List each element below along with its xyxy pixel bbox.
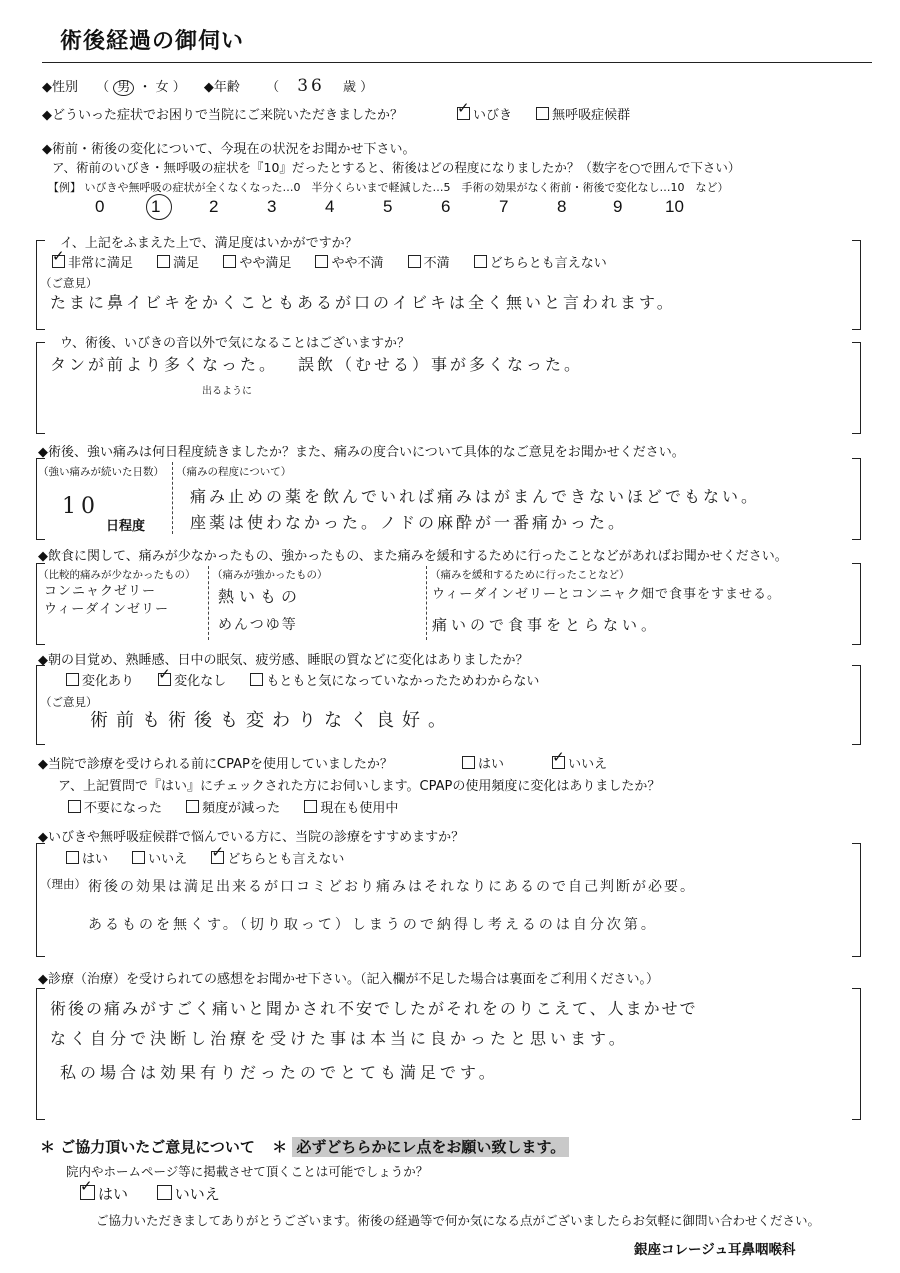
sex-separator: ・ (138, 80, 152, 95)
recommend-reason-line1[interactable]: 術後の効果は満足出来るが口コミどおり痛みはそれなりにあるので自己判断が必要。 (88, 879, 696, 895)
consent-highlight: 必ずどちらかにレ点をお願い致します。 (292, 1137, 569, 1157)
consent-question: 院内やホームページ等に掲載させて頂くことは可能でしょうか？ (66, 1164, 429, 1179)
checkbox-icon (408, 255, 421, 268)
bracket-right (852, 988, 861, 1120)
food-strong-item-2[interactable]: めんつゆ等 (218, 617, 298, 633)
sleep-option-changed[interactable]: 変化あり (66, 670, 134, 689)
scale-9[interactable]: 9 (613, 197, 623, 216)
sex-label: ◆性別 (42, 80, 78, 95)
impression-line3[interactable]: 私の場合は効果有りだったのでとても満足です。 (60, 1063, 499, 1082)
recommend-options (66, 848, 364, 867)
title-underline (42, 62, 872, 63)
satisfaction-dis[interactable]: 不満 (408, 252, 450, 271)
change-example: 【例】 いびきや無呼吸の症状が全くなくなった…0 半分くらいまで軽減した…5 手術の効果がなく術前・術後で変化なし…10 など） (48, 181, 729, 194)
scale-8[interactable]: 8 (557, 197, 567, 216)
food-strong-label: （痛みが強かったもの） (212, 569, 328, 581)
consent-option-no[interactable]: いいえ (157, 1183, 220, 1204)
consent-heading: ＊ ご協力頂いたご意見について ＊ 必ずどちらかにレ点をお願い致します。 (40, 1136, 569, 1157)
other-concern-question: ウ、術後、いびきの音以外で気になることはございますか？ (60, 336, 410, 351)
recommend-option-yes[interactable]: はい (66, 848, 108, 867)
age-unit: 歳 (343, 80, 357, 95)
satisfaction-options (52, 252, 627, 271)
food-heading: ◆飲食に関して、痛みが少なかったもの、強かったもの、また痛みを緩和するために行ったことなどがあればお聞かせください。 (38, 549, 788, 564)
symptom-options (457, 104, 650, 123)
sleep-option-unchanged[interactable]: ✓ 変化なし (158, 670, 226, 689)
scale-7[interactable]: 7 (499, 197, 509, 216)
divider (172, 462, 173, 534)
food-less-label: （比較的痛みが少なかったもの） (38, 569, 196, 581)
recommend-question: ◆いびきや無呼吸症候群で悩んでいる方に、当院の診療をすすめますか？ (38, 830, 465, 845)
cpap-sub-options (68, 797, 418, 816)
consent-option-yes[interactable]: ✓はい (80, 1183, 128, 1204)
checkbox-checked-icon (552, 756, 565, 769)
food-relief-label: （痛みを緩和するために行ったことなど） (430, 569, 630, 581)
bracket-left (36, 843, 45, 957)
bracket-right (852, 563, 861, 645)
checkbox-icon (157, 255, 170, 268)
pain-degree-line2[interactable]: 座薬は使わなかった。ノドの麻酔が一番痛かった。 (190, 513, 628, 532)
food-relief-item-2[interactable]: 痛いので食事をとらない。 (432, 616, 661, 634)
pain-days-label: （強い痛みが続いた日数） (38, 466, 164, 478)
cpap-option-reduced[interactable]: 頻度が減った (186, 797, 280, 816)
impression-heading: ◆診療（治療）を受けられての感想をお聞かせ下さい。（記入欄が不足した場合は裏面をご利用ください。） (38, 972, 659, 987)
cpap-option-still-using[interactable]: 現在も使用中 (304, 797, 398, 816)
bracket-left (36, 342, 45, 434)
impression-line2[interactable]: なく自分で決断し治療を受けた事は本当に良かったと思います。 (50, 1029, 629, 1048)
checkbox-icon (157, 1185, 172, 1200)
pain-heading: ◆術後、強い痛みは何日程度続きましたか？また、痛みの度合いについて具体的なご意見をお聞かせください。 (38, 445, 685, 460)
checkbox-icon (250, 673, 263, 686)
scale-4[interactable]: 4 (325, 197, 335, 216)
checkbox-icon (462, 756, 475, 769)
scale-0[interactable]: 0 (95, 197, 105, 216)
checkbox-icon (474, 255, 487, 268)
bracket-right (852, 342, 861, 434)
opinion-label: （ご意見） (40, 276, 98, 290)
checkbox-icon (186, 800, 199, 813)
satisfaction-question: イ、上記をふまえた上で、満足度はいかがですか？ (60, 236, 358, 251)
sleep-heading: ◆朝の目覚め、熟睡感、日中の眠気、疲労感、睡眠の質などに変化はありましたか？ (38, 653, 529, 668)
pain-degree-label: （痛みの程度について） (176, 466, 292, 478)
food-less-item-1[interactable]: コンニャクゼリー (44, 584, 157, 599)
checkbox-icon (315, 255, 328, 268)
cpap-options (462, 753, 627, 772)
checkbox-icon (68, 800, 81, 813)
recommend-reason-label: （理由） (40, 877, 86, 891)
cpap-sub-question: ア、上記質問で『はい』にチェックされた方にお伺いします。CPAPの使用頻度に変化はありましたか？ (58, 779, 661, 794)
scale-2[interactable]: 2 (209, 197, 219, 216)
pain-days-unit: 日程度 (106, 519, 146, 534)
checkbox-checked-icon (211, 851, 224, 864)
other-concern-text[interactable]: タンが前より多くなった。 誤飲（むせる）事が多くなった。 (50, 355, 584, 374)
impression-line1[interactable]: 術後の痛みがすごく痛いと聞かされ不安でしたがそれをのりこえて、人まかせで (50, 999, 698, 1018)
change-heading: ◆術前・術後の変化について、今現在の状況をお聞かせ下さい。 (42, 142, 416, 157)
sex-male-selected[interactable]: 男 (113, 80, 134, 96)
sex-female[interactable]: 女 (155, 80, 169, 95)
satisfaction-somewhat[interactable]: やや満足 (223, 252, 291, 271)
age-label: ◆年齢 (203, 80, 240, 95)
pain-degree-line1[interactable]: 痛み止めの薬を飲んでいれば痛みはがまんできないほどでもない。 (190, 487, 761, 506)
symptom-question: ◆どういった症状でお困りで当院にご来院いただきましたか？ (42, 108, 403, 123)
symptom-option-snoring[interactable]: ✓ いびき (457, 104, 512, 123)
opinion-text[interactable]: たまに鼻イビキをかくこともあるが口のイビキは全く無いと言われます。 (50, 293, 676, 312)
sleep-opinion-text[interactable]: 術前も術後も変わりなく良好。 (90, 710, 454, 731)
food-less-item-2[interactable]: ウィーダインゼリー (44, 602, 169, 617)
age-value[interactable]: 36 (297, 76, 325, 96)
food-relief-item-1[interactable]: ウィーダインゼリーとコンニャク畑で食事をすませる。 (432, 587, 781, 602)
bracket-right (852, 458, 861, 540)
scale-3[interactable]: 3 (267, 197, 277, 216)
checkbox-checked-icon (80, 1185, 95, 1200)
checkbox-icon (536, 107, 549, 120)
checkbox-icon (66, 851, 79, 864)
pain-days-value[interactable]: 10 (62, 494, 100, 519)
sleep-opinion-label: （ご意見） (40, 695, 98, 709)
checkbox-checked-icon (52, 255, 65, 268)
bracket-left (36, 988, 45, 1120)
clinic-name: 銀座コレージュ耳鼻咽喉科 (634, 1242, 796, 1258)
recommend-option-no[interactable]: いいえ (132, 848, 187, 867)
cpap-option-unneeded[interactable]: 不要になった (68, 797, 162, 816)
symptom-option-apnea[interactable]: 無呼吸症候群 (536, 104, 630, 123)
checkbox-icon (223, 255, 236, 268)
checkbox-checked-icon (457, 107, 470, 120)
cpap-option-yes[interactable]: はい (462, 753, 504, 772)
satisfaction-very[interactable]: ✓非常に満足 (52, 252, 133, 271)
scale-10[interactable]: 10 (665, 197, 684, 216)
checkbox-icon (66, 673, 79, 686)
checkbox-checked-icon (158, 673, 171, 686)
recommend-option-neutral[interactable]: ✓ どちらとも言えない (211, 848, 344, 867)
change-sub-a: ア、術前のいびき・無呼吸の症状を『10』だったとすると、術後はどの程度になりましたか？（数字を○で囲んで下さい） (52, 160, 741, 175)
profile-row: ◆性別 （ 男 ・ 女 ） ◆年齢 （ 36 歳 ） (42, 76, 374, 96)
satisfaction-somewhat-dis[interactable]: やや不満 (315, 252, 383, 271)
page-title: 術後経過の御伺い (60, 28, 245, 54)
satisfaction-satisfied[interactable]: 満足 (157, 252, 199, 271)
divider (426, 566, 427, 640)
bracket-right (852, 665, 861, 745)
footer-thanks: ご協力いただきましてありがとうございます。術後の経過等で何か気になる点がございましたらお気軽に御問い合わせください。 (96, 1213, 821, 1228)
scale-5[interactable]: 5 (383, 197, 393, 216)
consent-options (80, 1183, 240, 1204)
cpap-option-no[interactable]: ✓ いいえ (552, 753, 607, 772)
checkbox-icon (304, 800, 317, 813)
other-concern-insert: 出るように (202, 386, 252, 397)
bracket-right (852, 240, 861, 330)
sleep-option-unknown[interactable]: もともと気になっていなかったためわからない (250, 670, 539, 689)
divider (208, 566, 209, 640)
checkbox-icon (132, 851, 145, 864)
food-strong-item-1[interactable]: 熱いもの (218, 587, 303, 606)
bracket-right (852, 843, 861, 957)
scale-6[interactable]: 6 (441, 197, 451, 216)
satisfaction-neutral[interactable]: どちらとも言えない (474, 252, 607, 271)
cpap-question: ◆当院で診療を受けられる前にCPAPを使用していましたか？ (38, 757, 393, 772)
recommend-reason-line2[interactable]: あるものを無くす。（切り取って）しまうので納得し考えるのは自分次第。 (88, 917, 658, 933)
sleep-options (66, 670, 559, 689)
